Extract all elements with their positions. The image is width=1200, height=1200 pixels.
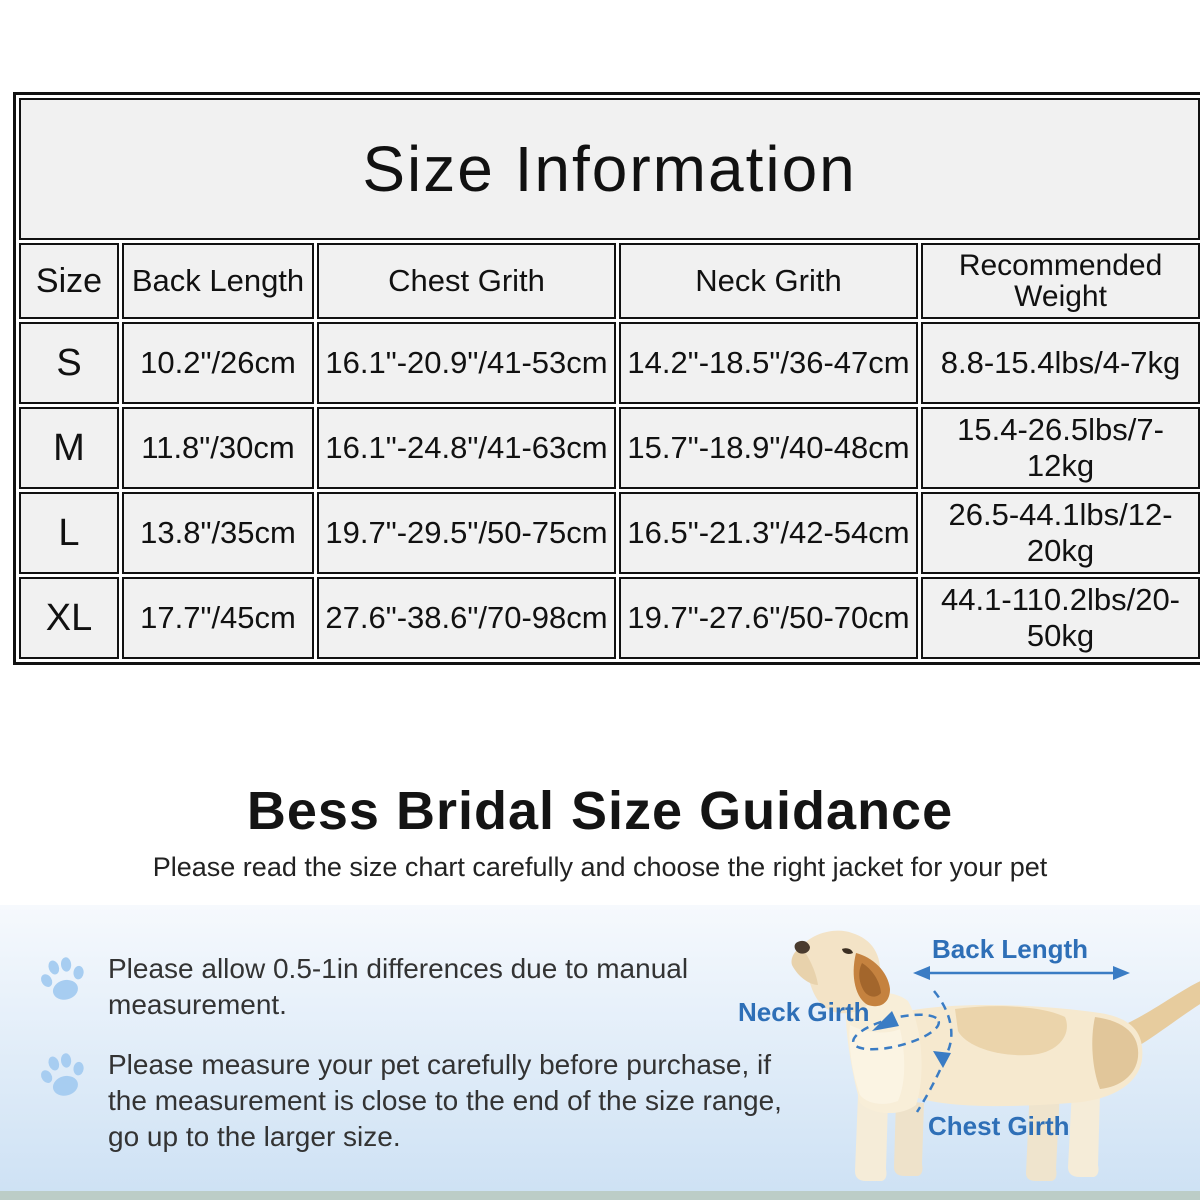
cell-size: XL [19, 577, 119, 659]
cell-neck-grith: 19.7"-27.6"/50-70cm [619, 577, 918, 659]
size-table-header-row [19, 243, 1200, 319]
table-row-s [19, 322, 1200, 404]
table-row-xl [19, 577, 1200, 659]
cell-back-length: 17.7"/45cm [122, 577, 314, 659]
cell-weight: 15.4-26.5lbs/7-12kg [921, 407, 1200, 489]
back-length-label: Back Length [932, 934, 1089, 964]
cell-chest-grith: 27.6"-38.6"/70-98cm [317, 577, 616, 659]
cell-neck-grith: 15.7"-18.9"/40-48cm [619, 407, 918, 489]
guidance-heading: Bess Bridal Size Guidance [246, 781, 954, 841]
cell-chest-grith: 19.7"-29.5"/50-75cm [317, 492, 616, 574]
cell-size: L [19, 492, 119, 574]
cell-back-length: 11.8"/30cm [122, 407, 314, 489]
table-row-m [19, 407, 1200, 489]
col-header-back-length: Back Length [122, 243, 314, 319]
size-table-title: Size Information [19, 98, 1200, 240]
paw-icon [36, 1049, 90, 1103]
measurement-note-1 [36, 951, 756, 1023]
cell-size: S [19, 322, 119, 404]
size-table-title-row [19, 98, 1200, 240]
col-header-recommended-weight: Recommended Weight [921, 243, 1200, 319]
cell-neck-grith: 16.5"-21.3"/42-54cm [619, 492, 918, 574]
col-header-neck-grith: Neck Grith [619, 243, 918, 319]
guidance-subheading: Please read the size chart carefully and choose the right jacket for your pet [152, 852, 1048, 882]
cell-size: M [19, 407, 119, 489]
note-text: Please allow 0.5-1in differences due to manual measurement. [108, 953, 689, 1020]
cell-back-length: 13.8"/35cm [122, 492, 314, 574]
size-table [13, 92, 1200, 665]
dog-tail [1128, 979, 1200, 1045]
measurement-note-2 [36, 1047, 816, 1154]
bottom-edge-strip [0, 1191, 1200, 1200]
back-length-arrow [913, 966, 1130, 980]
cell-weight: 44.1-110.2lbs/20-50kg [921, 577, 1200, 659]
neck-girth-label: Neck Girth [738, 997, 870, 1027]
cell-weight: 26.5-44.1lbs/12-20kg [921, 492, 1200, 574]
paw-icon [36, 953, 90, 1007]
cell-chest-grith: 16.1"-24.8"/41-63cm [317, 407, 616, 489]
cell-chest-grith: 16.1"-20.9"/41-53cm [317, 322, 616, 404]
chest-girth-label: Chest Girth [928, 1111, 1070, 1141]
measurement-panel [0, 905, 1200, 1200]
cell-back-length: 10.2"/26cm [122, 322, 314, 404]
note-text: Please measure your pet carefully before purchase, if the measurement is close to the end of the size range, go up to the larger size. [108, 1049, 782, 1152]
dog-measurement-diagram [700, 905, 1200, 1200]
cell-weight: 8.8-15.4lbs/4-7kg [921, 322, 1200, 404]
col-header-size: Size [19, 243, 119, 319]
table-row-l [19, 492, 1200, 574]
col-header-chest-grith: Chest Grith [317, 243, 616, 319]
cell-neck-grith: 14.2"-18.5"/36-47cm [619, 322, 918, 404]
